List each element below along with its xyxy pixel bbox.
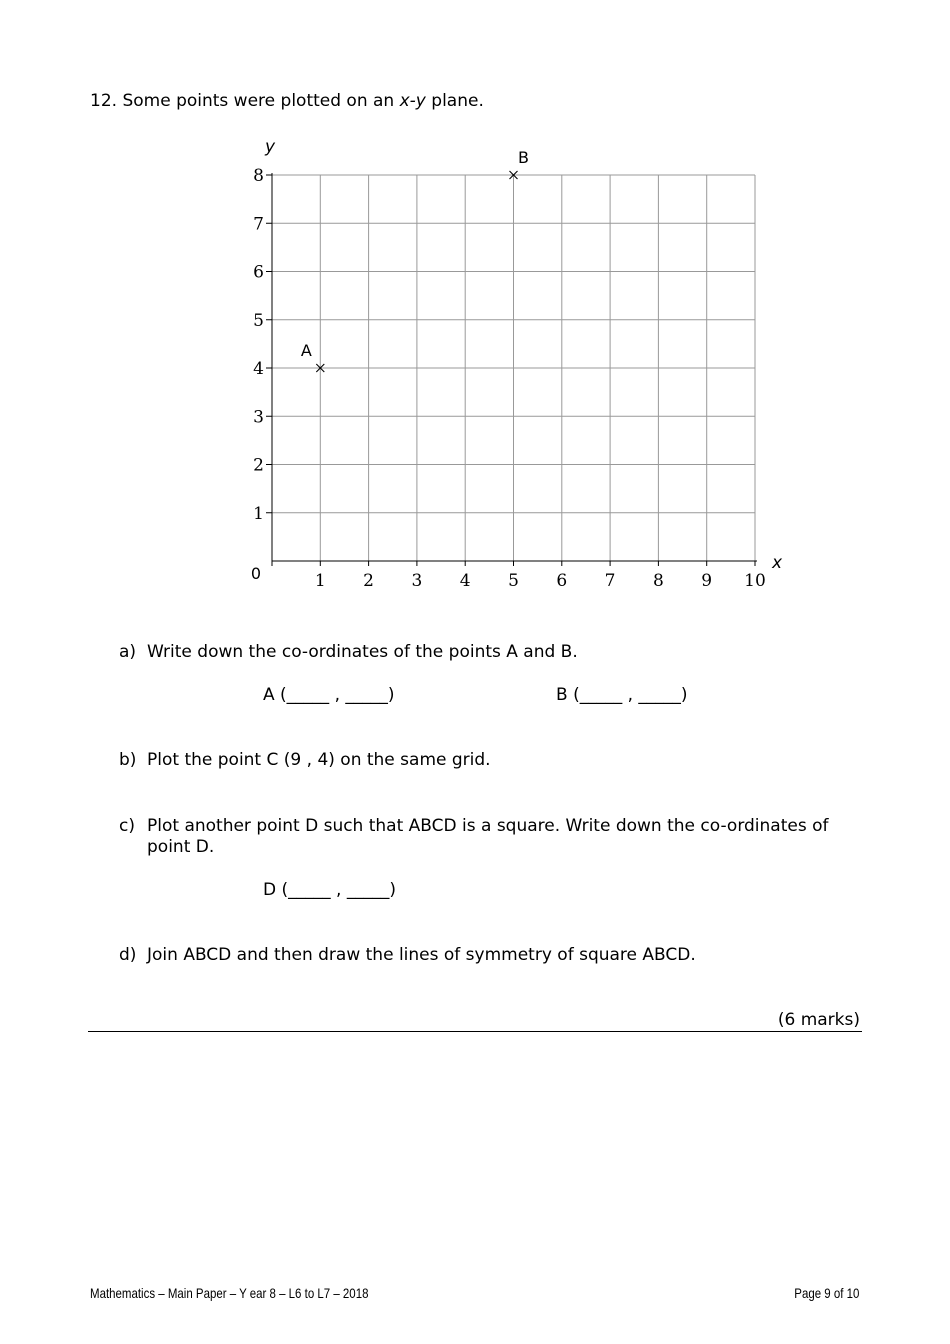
x-axis-label: x [771, 553, 783, 573]
point-label-B: B [518, 148, 529, 167]
answer-A-field[interactable]: A (_____ , _____) [263, 685, 395, 705]
part-a-label: a) [119, 642, 137, 662]
part-d [119, 945, 696, 965]
marks-label: (6 marks) [777, 1010, 860, 1030]
y-tick-label: 4 [253, 359, 264, 379]
x-tick-label: 3 [411, 571, 423, 591]
y-tick-label: 2 [253, 455, 264, 476]
answer-B-field[interactable]: B (_____ , _____) [556, 685, 688, 705]
x-tick-label: 1 [314, 571, 326, 591]
footer-page-number: Page 9 of 10 [793, 1285, 859, 1301]
part-a [119, 642, 578, 662]
origin-label: 0 [250, 564, 262, 583]
part-c-text-line1: Plot another point D such that ABCD is a square. Write down the co-ordinates of [147, 816, 829, 836]
y-tick-label: 3 [253, 407, 264, 428]
coordinate-grid [0, 0, 950, 620]
y-tick-label: 5 [253, 310, 264, 331]
part-c-label: c) [119, 816, 135, 836]
y-tick-label: 7 [253, 214, 264, 235]
x-tick-label: 9 [701, 571, 713, 591]
part-b-label: b) [119, 750, 137, 770]
question-text-after: plane. [431, 91, 484, 111]
part-d-text: Join ABCD and then draw the lines of symmetry of square ABCD. [147, 945, 696, 965]
footer-left: Mathematics – Main Paper – Y ear 8 – L6 to L7 – 2018 [90, 1285, 369, 1301]
x-tick-label: 7 [604, 571, 616, 591]
divider [88, 1031, 862, 1032]
y-tick-label: 1 [253, 503, 264, 524]
question-text-before: Some points were plotted on an [122, 91, 395, 111]
question-variable: x-y [399, 91, 426, 111]
answer-D-field[interactable]: D (_____ , _____) [263, 880, 396, 900]
part-a-text: Write down the co-ordinates of the points A and B. [147, 642, 578, 662]
x-tick-label: 8 [652, 571, 664, 591]
y-axis-label: y [264, 137, 276, 157]
part-b-text: Plot the point C (9 , 4) on the same grid. [147, 750, 491, 770]
y-tick-label: 6 [253, 262, 264, 283]
part-b [119, 750, 491, 770]
x-tick-label: 6 [556, 571, 568, 591]
part-d-label: d) [119, 945, 137, 965]
y-tick-label: 8 [253, 166, 264, 186]
x-tick-label: 5 [508, 571, 519, 591]
x-tick-label: 4 [459, 571, 471, 591]
point-label-A: A [300, 341, 312, 360]
question-number: 12. [90, 91, 118, 111]
x-tick-label: 10 [744, 571, 766, 591]
part-c [119, 816, 829, 836]
x-tick-label: 2 [363, 571, 375, 591]
part-c-text-line2: point D. [147, 837, 215, 857]
